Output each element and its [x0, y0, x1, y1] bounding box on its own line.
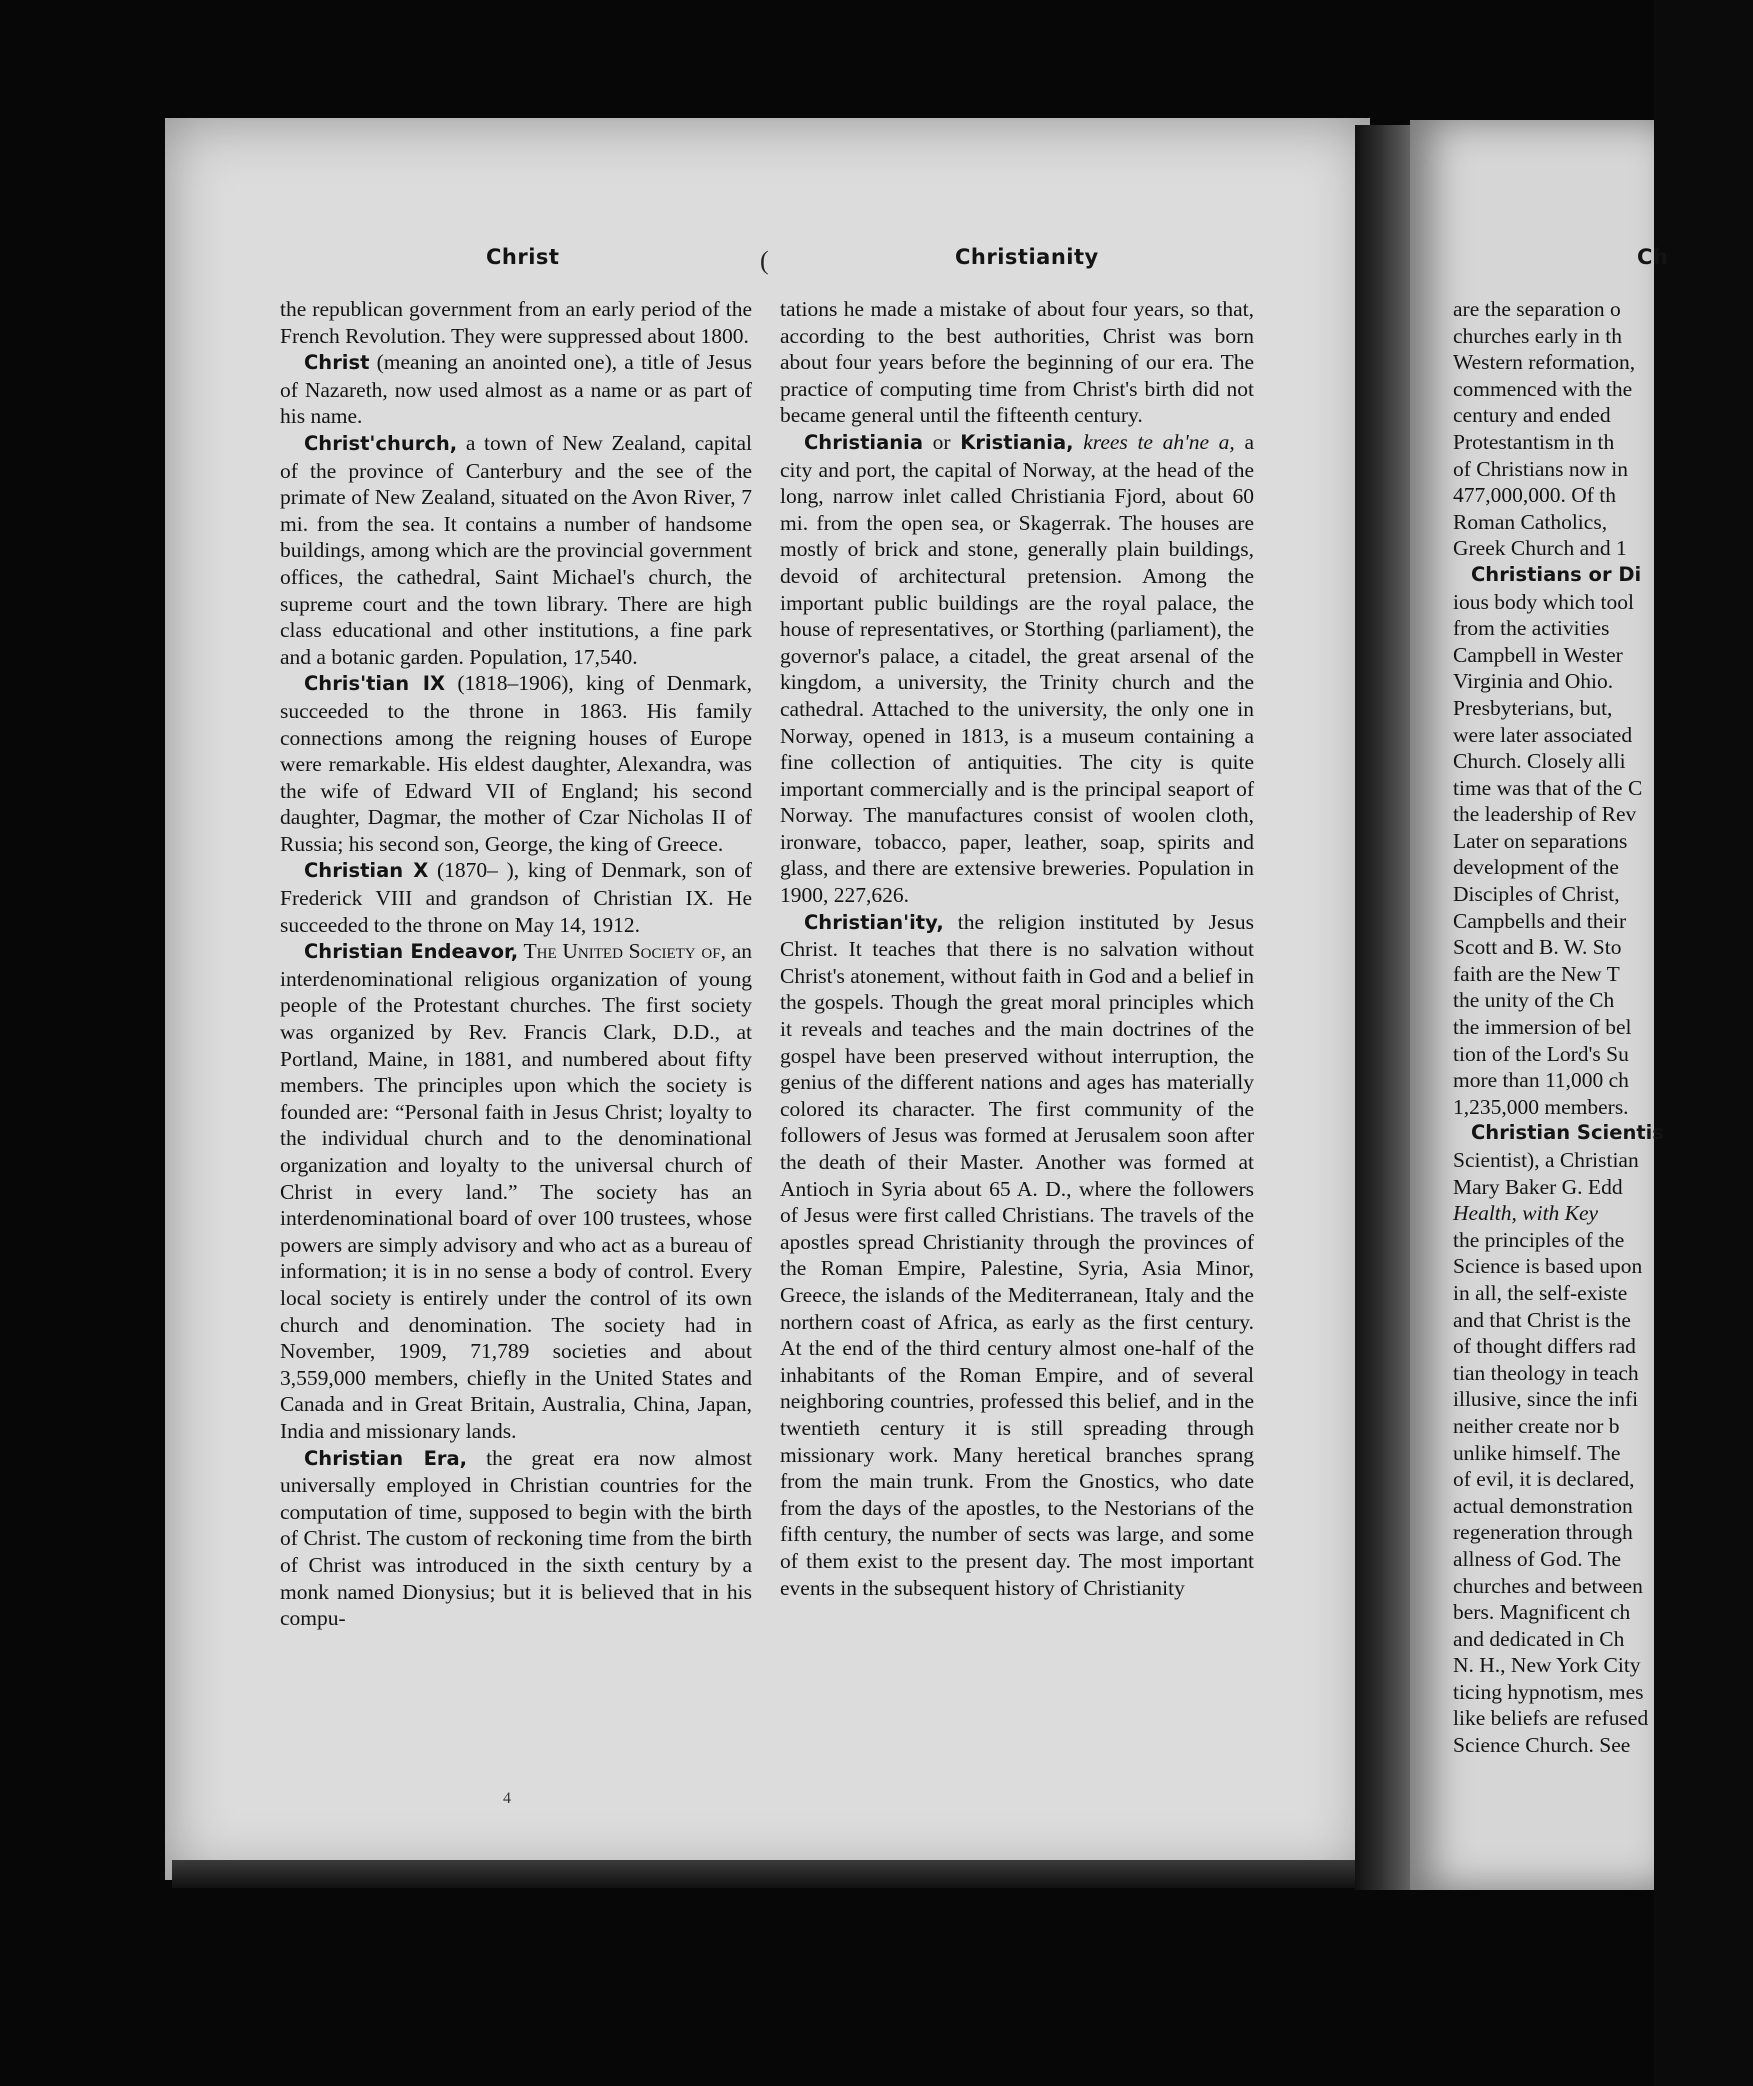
headword: Christ'church, [304, 431, 458, 455]
adjacent-line: Mary Baker G. Edd [1453, 1174, 1623, 1199]
headword: Christian X [304, 859, 429, 883]
adjacent-line: the immersion of bel [1453, 1015, 1632, 1040]
entry-christ: Christ (meaning an anointed one), a title of Jesus of Nazareth, now used almost as a name or as part of his name. [280, 350, 752, 429]
adjacent-line: Protestantism in th [1453, 429, 1615, 454]
adjacent-line: Science Church. See [1453, 1733, 1631, 1758]
adjacent-line: are the separation o [1453, 297, 1621, 321]
adjacent-line: of thought differs rad [1453, 1334, 1636, 1359]
adjacent-line: development of the [1453, 855, 1619, 880]
adjacent-line: Campbells and their [1453, 908, 1627, 933]
adjacent-line: churches early in th [1453, 323, 1622, 348]
adjacent-line: regeneration through [1453, 1520, 1633, 1545]
adjacent-line: churches and between [1453, 1573, 1643, 1598]
adjacent-line: like beliefs are refused [1453, 1706, 1649, 1731]
headword: Christian'ity, [804, 910, 944, 934]
adjacent-line: neither create nor b [1453, 1413, 1620, 1438]
adjacent-line: and dedicated in Ch [1453, 1626, 1625, 1651]
adjacent-line: from the activities [1453, 616, 1610, 641]
running-head-next: Ch [1637, 245, 1669, 269]
adjacent-line: the unity of the Ch [1453, 988, 1615, 1013]
adjacent-line: Christians or Di [1471, 562, 1642, 586]
adjacent-line: N. H., New York City [1453, 1653, 1641, 1678]
adjacent-line: more than 11,000 ch [1453, 1068, 1629, 1093]
adjacent-line: Scientist), a Christian [1453, 1148, 1639, 1172]
adjacent-line: unlike himself. The [1453, 1440, 1621, 1465]
adjacent-line: 1,235,000 members. [1453, 1094, 1629, 1119]
adjacent-line: Church. Closely alli [1453, 749, 1626, 774]
headword: Christian Endeavor, [304, 940, 519, 964]
adjacent-line: Campbell in Wester [1453, 642, 1623, 667]
adjacent-line: Roman Catholics, [1453, 509, 1608, 534]
adjacent-line: the leadership of Rev [1453, 802, 1637, 827]
entry-continuation: tations he made a mistake of about four years, so that, according to the best authorities, Christ was born about four years before the beginning of our era. The practice of computing time from Christ's birth did not became general until the fifteenth century. [780, 297, 1254, 428]
adjacent-line: Western reformation, [1453, 350, 1636, 375]
adjacent-line: Later on separations [1453, 828, 1628, 853]
adjacent-line: commenced with the [1453, 376, 1633, 401]
adjacent-line: time was that of the C [1453, 775, 1643, 800]
adjacent-line: of evil, it is declared, [1453, 1467, 1635, 1492]
adjacent-page-column [1453, 296, 1753, 1759]
adjacent-line: allness of God. The [1453, 1546, 1621, 1571]
adjacent-line: Science is based upon [1453, 1254, 1643, 1279]
headword: Chris'tian IX [304, 672, 446, 696]
adjacent-line: Disciples of Christ, [1453, 882, 1620, 907]
page-number: 4 [503, 1790, 511, 1807]
adjacent-line: of Christians now in [1453, 456, 1628, 481]
adjacent-line: the principles of the [1453, 1227, 1625, 1252]
running-head-left: Christ [486, 245, 560, 269]
entry-christian-ix: Chris'tian IX (1818–1906), king of Denmark, succeeded to the throne in 1863. His family connections among the reigning houses of Europe were remarkable. His eldest daughter, Alexandra, was the wife of Edward VII of England; his second daughter, Dagmar, the mother of Czar Nicholas II of Russia; his second son, George, the king of Greece. [280, 671, 753, 856]
adjacent-line: ticing hypnotism, mes [1453, 1679, 1644, 1704]
adjacent-line: Presbyterians, but, [1453, 695, 1613, 720]
margin-mark: ( [760, 246, 769, 275]
entry-continuation: the republican government from an early period of the French Revolution. They were suppressed about 1800. [280, 297, 752, 348]
entry-christchurch: Christ'church, a town of New Zealand, capital of the province of Canterbury and the see of the primate of New Zealand, situated on the Avon River, 7 mi. from the sea. It contains a number of handsome buildings, among which are the provincial government offices, the cathedral, Saint Michael's church, the supreme court and the town library. There are high class educational and other institutions, a fine park and a botanic garden. Population, 17,540. [280, 430, 752, 669]
adjacent-line: Virginia and Ohio. [1453, 669, 1614, 694]
running-head-right: Christianity [955, 245, 1099, 269]
headword: Christ [304, 351, 370, 375]
adjacent-line: ious body which tool [1453, 589, 1634, 614]
adjacent-line: and that Christ is the [1453, 1307, 1631, 1332]
page-bottom-edge [172, 1860, 1367, 1888]
adjacent-line: tion of the Lord's Su [1453, 1041, 1629, 1066]
book-gutter [1355, 125, 1415, 1890]
entry-christian-era: Christian Era, the great era now almost universally employed in Christian countries for the computation of time, supposed to begin with the birth of Christ. The custom of reckoning time from the birth of Christ was introduced in the sixth century by a monk named Dionysius; but it is believed that in his compu- [280, 1445, 752, 1631]
entry-christian-x: Christian X (1870– ), king of Denmark, son of Frederick VIII and grandson of Christian IX. He succeeded to the throne on May 14, 1912. [280, 858, 752, 937]
adjacent-line: Greek Church and 1 [1453, 536, 1627, 561]
left-column [280, 296, 752, 1632]
adjacent-line: tian theology in teach [1453, 1360, 1639, 1385]
adjacent-line: Health, with Key [1453, 1201, 1599, 1226]
adjacent-line: illusive, since the infi [1453, 1387, 1639, 1412]
adjacent-line: 477,000,000. Of th [1453, 483, 1617, 508]
entry-christiania: Christiania or Kristiania, krees te ah'ne a, a city and port, the capital of Norway, at the head of the long, narrow inlet called Christiania Fjord, about 60 mi. from the open sea, or Skagerrak. The houses are mostly of brick and stone, generally plain buildings, devoid of architectural pretension. Among the important public buildings are the royal palace, the house of representatives, or Storthing (parliament), the governor's palace, a citadel, the great arsenal of the kingdom, a university, the Trinity church and the cathedral. Attached to the university, the only one in Norway, opened in 1813, is a museum containing a fine collection of antiquities. The city is quite important commercially and is the principal seaport of Norway. The manufactures consist of woolen cloth, ironware, tobacco, paper, leather, soap, spirits and glass, and there are extensive breweries. Population in 1900, 227,626. [780, 429, 1254, 908]
right-column [780, 296, 1254, 1601]
adjacent-line: century and ended [1453, 403, 1611, 428]
headword: Christian Era, [304, 1446, 468, 1470]
entry-christian-endeavor: Christian Endeavor, The United Society of, an interdenominational religious organization of young people of the Protestant churches. The first society was organized by Rev. Francis Clark, D.D., at Portland, Maine, in 1881, and numbered about fifty members. The principles upon which the society is founded are: “Personal faith in Jesus Christ; loyalty to the individual church and to the denominational organization and loyalty to the universal church of Christ in every land.” The society has an interdenominational board of over 100 trustees, whose powers are simply advisory and who act as a bureau of information; it is in no sense a body of control. Every local society is entirely under the control of its own church and denomination. The society had in November, 1909, 71,789 societies and about 3,559,000 members, chiefly in the United States and Canada and in Great Britain, Australia, China, Japan, India and missionary lands. [280, 939, 753, 1443]
adjacent-line: actual demonstration [1453, 1493, 1633, 1518]
pronunciation: krees te ah'ne a, [1073, 429, 1235, 454]
adjacent-line: Christian Scientis [1471, 1121, 1664, 1145]
headword: Christiania [804, 430, 923, 454]
adjacent-line: faith are the New T [1453, 961, 1620, 986]
entry-christianity: Christian'ity, the religion instituted by Jesus Christ. It teaches that there is no salvation without Christ's atonement, without faith in God and a belief in the gospels. Though the great moral principles which it reveals and teaches and the main doctrines of the gospel have been preserved without interruption, the genius of the different nations and ages has materially colored its character. The first community of the followers of Jesus was formed at Jerusalem soon after the death of their Master. Another was formed at Antioch in Syria about 65 A. D., where the followers of Jesus were first called Christians. The travels of the apostles spread Christianity through the provinces of the Roman Empire, Palestine, Syria, Asia Minor, Greece, the islands of the Mediterranean, Italy and the northern coast of Africa, as early as the first century. At the end of the third century almost one-half of the inhabitants of the Roman Empire, and of several neighboring countries, professed this belief, and in the twentieth century it is still spreading through missionary work. Many heretical branches sprang from the main trunk. From the Gnostics, who date from the days of the apostles, to the Nestorians of the fifth century, the number of sects was large, and some of them exist to the present day. The most important events in the subsequent history of Christianity [780, 909, 1254, 1600]
adjacent-line: bers. Magnificent ch [1453, 1600, 1631, 1625]
adjacent-line: in all, the self-existe [1453, 1280, 1628, 1305]
headword: Kristiania, [960, 430, 1074, 454]
adjacent-line: Scott and B. W. Sto [1453, 935, 1622, 960]
adjacent-line: were later associated [1453, 722, 1633, 747]
